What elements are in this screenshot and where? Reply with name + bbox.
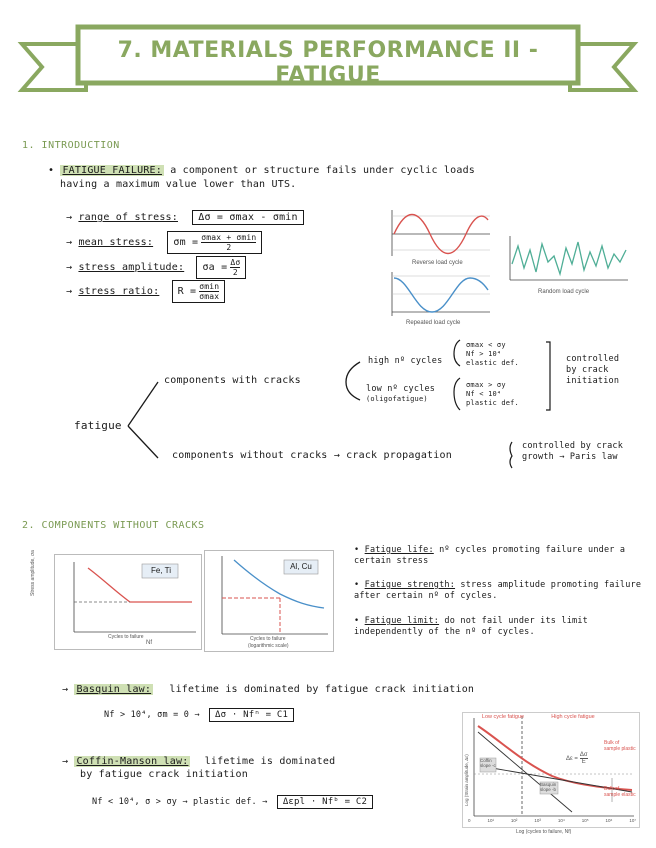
- fatigue-failure-term: FATIGUE FAILURE:: [62, 165, 162, 176]
- chart1-xlabel: Cycles to failure: [108, 634, 144, 640]
- controlled-initiation-note: controlled by crack initiation: [566, 354, 620, 386]
- fatigue-life-bullet: • Fatigue life: nº cycles promoting failure under a certain stress: [354, 545, 626, 566]
- tree-root-fatigue: fatigue: [74, 419, 122, 432]
- bullet-dot: •: [48, 165, 61, 176]
- high-cycle-conditions: σmax < σy Nf > 10⁴ elastic def.: [466, 341, 519, 367]
- controlled-growth-note: controlled by crack growth → Paris law: [522, 441, 624, 462]
- formula-range: Δσ = σmax - σmin: [192, 210, 304, 225]
- chart1-tag: Fe, Ti: [150, 566, 171, 575]
- section-heading-introduction: 1. INTRODUCTION: [22, 140, 120, 151]
- chart2-xlabel: Cycles to failure: [250, 636, 286, 642]
- low-cycle-conditions: σmax > σy Nf < 10⁴ plastic def.: [466, 381, 519, 407]
- page-title: 7. MATERIALS PERFORMANCE II - FATIGUE: [117, 38, 539, 88]
- bulk-plastic-label: Bulk of sample plastic: [604, 740, 636, 752]
- chart1-xsym: Nf: [146, 640, 152, 646]
- section-heading-components-without-cracks: 2. COMPONENTS WITHOUT CRACKS: [22, 520, 205, 531]
- basquin-formula: Δσ · Nfⁿ = C1: [209, 708, 294, 722]
- reverse-load-cycle-figure: [384, 206, 494, 262]
- def-stress-amplitude: → stress amplitude: σa = $\frac{\Delta\sigma}{2}$: [66, 256, 246, 279]
- def-range-of-stress: → range of stress: Δσ = σmax - σmin: [66, 210, 304, 225]
- fatigue-failure-text-2: having a maximum value lower than UTS.: [60, 179, 297, 190]
- random-load-cycle-figure: [504, 234, 630, 286]
- fatigue-failure-bullet: [48, 164, 608, 192]
- low-cycle-label: Low cycle fatigue: [481, 714, 525, 720]
- coffin-condition: Nf < 10⁴, σ > σy → plastic def. → Δεpl · Nfᵇ = C2: [92, 795, 373, 809]
- coffin-slope-label: Coffin slope -c: [480, 758, 496, 768]
- strain-x-ticks: 0 10¹ 10² 10³ 10⁴ 10⁵ 10⁶ 10⁷: [468, 818, 636, 823]
- bulk-elastic-label: Bulk of sample elastic: [604, 786, 636, 798]
- fatigue-strength-bullet: • Fatigue strength: stress amplitude promoting failure after certain nº of cycles.: [354, 580, 642, 601]
- high-cycle-label: High cycle fatigue: [551, 714, 595, 720]
- reverse-cycle-caption: Reverse load cycle: [412, 260, 463, 266]
- coffin-manson-law: → Coffin-Manson law: lifetime is dominated by fatigue crack initiation: [62, 756, 336, 780]
- basquin-law: → Basquin law: lifetime is dominated by fatigue crack initiation: [62, 684, 475, 695]
- random-cycle-caption: Random load cycle: [538, 289, 590, 295]
- coffin-formula: Δεpl · Nfᵇ = C2: [277, 795, 373, 809]
- formula-mean: σm = σmax + σmin 2: [167, 231, 262, 254]
- def-stress-ratio: → stress ratio: R = σmin σmax: [66, 280, 225, 303]
- fatigue-limit-bullet: • Fatigue limit: do not fail under its limit independently of the nº of cycles.: [354, 616, 588, 637]
- basquin-slope-label: Basquin slope -b: [540, 782, 557, 792]
- fatigue-failure-text-1: a component or structure fails under cyclic loads: [170, 165, 476, 176]
- chart2-tag: Al, Cu: [290, 562, 312, 571]
- repeated-load-cycle-figure: [384, 270, 494, 320]
- chart-ylabel: Stress amplitude, σa: [30, 550, 36, 596]
- tree-low-cycles-sub: (oligofatigue): [366, 395, 428, 403]
- basquin-condition: Nf > 10⁴, σm = 0 → Δσ · Nfⁿ = C1: [104, 708, 294, 722]
- tree-without-cracks: components without cracks → crack propagation: [172, 450, 452, 461]
- strain-life-chart: [462, 712, 640, 828]
- chart2-xsub: (logarithmic scale): [248, 643, 289, 649]
- tree-with-cracks: components with cracks: [164, 375, 301, 386]
- strain-equation: Δε = $\frac{\Delta\sigma}{E}$: [566, 752, 588, 765]
- tree-high-cycles: high nº cycles: [368, 356, 443, 366]
- repeated-cycle-caption: Repeated load cycle: [406, 320, 461, 326]
- formula-ratio: R = σmin σmax: [172, 280, 226, 303]
- strain-ylabel: Log (Strain amplitude, Δε): [464, 754, 469, 806]
- def-mean-stress: → mean stress: σm = σmax + σmin 2: [66, 231, 262, 254]
- formula-amplitude: σa = $\frac{\Delta\sigma}{2}$: [196, 256, 246, 279]
- tree-low-cycles: low nº cycles: [366, 384, 436, 394]
- strain-xlabel: Log (cycles to failure, Nf): [516, 829, 572, 835]
